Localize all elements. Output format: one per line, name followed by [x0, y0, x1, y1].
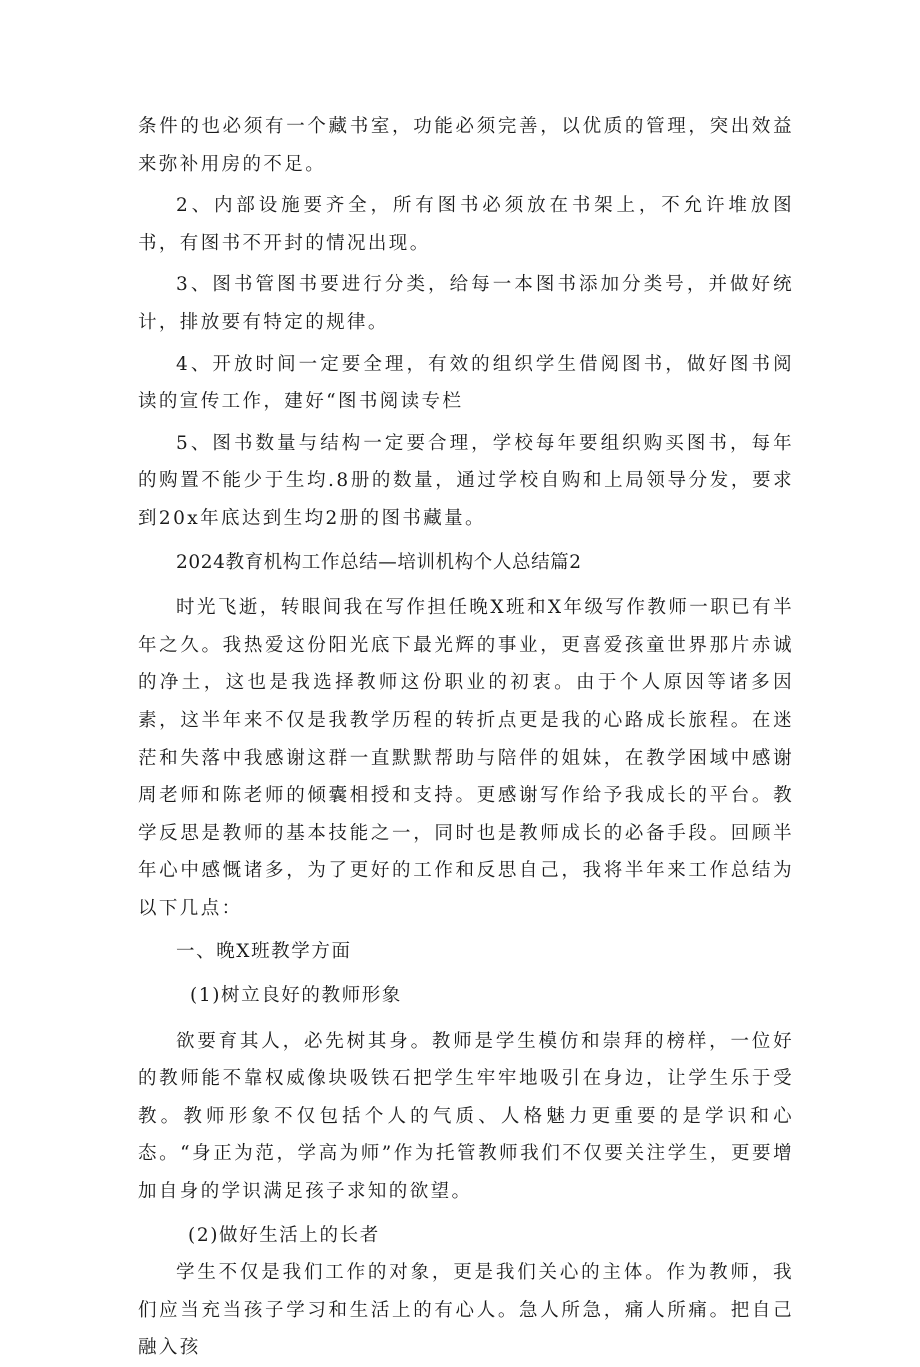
- paragraph-library-room: 条件的也必须有一个藏书室，功能必须完善，以优质的管理，突出效益来弥补用房的不足。: [138, 116, 794, 175]
- paragraph-item-5: 5、图书数量与结构一定要合理，学校每年要组织购买图书，每年的购置不能少于生均.8册的数量，通过学校自购和上局领导分发，要求到20x年底达到生均2册的图书藏量。: [138, 432, 794, 529]
- paragraph-item-3: 3、图书管图书要进行分类，给每一本图书添加分类号，并做好统计，排放要有特定的规律。: [138, 274, 794, 333]
- section-heading-1: 一、晚X班教学方面: [176, 941, 352, 963]
- paragraph-teacher-image: 欲要育其人，必先树其身。教师是学生模仿和崇拜的榜样，一位好的教师能不靠权威像块吸铁石把学生牢牢地吸引在身边，让学生乐于受教。教师形象不仅包括个人的气质、人格魅力更重要的是学识和心态。“身正为范，学高为师”作为托管教师我们不仅要关注学生，更要增加自身的学识满足孩子求知的欲望。: [138, 1030, 794, 1203]
- section-title: 2024教育机构工作总结—培训机构个人总结篇2: [176, 551, 582, 573]
- paragraph-item-2: 2、内部设施要齐全，所有图书必须放在书架上，不允许堆放图书，有图书不开封的情况出现。: [138, 195, 794, 254]
- paragraph-item-4: 4、开放时间一定要全理，有效的组织学生借阅图书，做好图书阅读的宣传工作，建好“图书阅读专栏: [138, 353, 794, 413]
- paragraph-life-elder: 学生不仅是我们工作的对象，更是我们关心的主体。作为教师，我们应当充当孩子学习和生活上的有心人。急人所急，痛人所痛。把自己融入孩: [138, 1262, 794, 1359]
- paragraph-intro: 时光飞逝，转眼间我在写作担任晚X班和X年级写作教师一职已有半年之久。我热爱这份阳光底下最光辉的事业，更喜爱孩童世界那片赤诚的净土，这也是我选择教师这份职业的初衷。由于个人原因等诸多因素，这半年来不仅是我教学历程的转折点更是我的心路成长旅程。在迷茫和失落中我感谢这群一直默默帮助与陪伴的姐妹，在教学困域中感谢周老师和陈老师的倾囊相授和支持。更感谢写作给予我成长的平台。教学反思是教师的基本技能之一，同时也是教师成长的必备手段。回顾半年心中感慨诸多，为了更好的工作和反思自己，我将半年来工作总结为以下几点：: [138, 597, 794, 919]
- subheading-1: (1)树立良好的教师形象: [190, 985, 402, 1007]
- subheading-2: (2)做好生活上的长者: [188, 1224, 380, 1246]
